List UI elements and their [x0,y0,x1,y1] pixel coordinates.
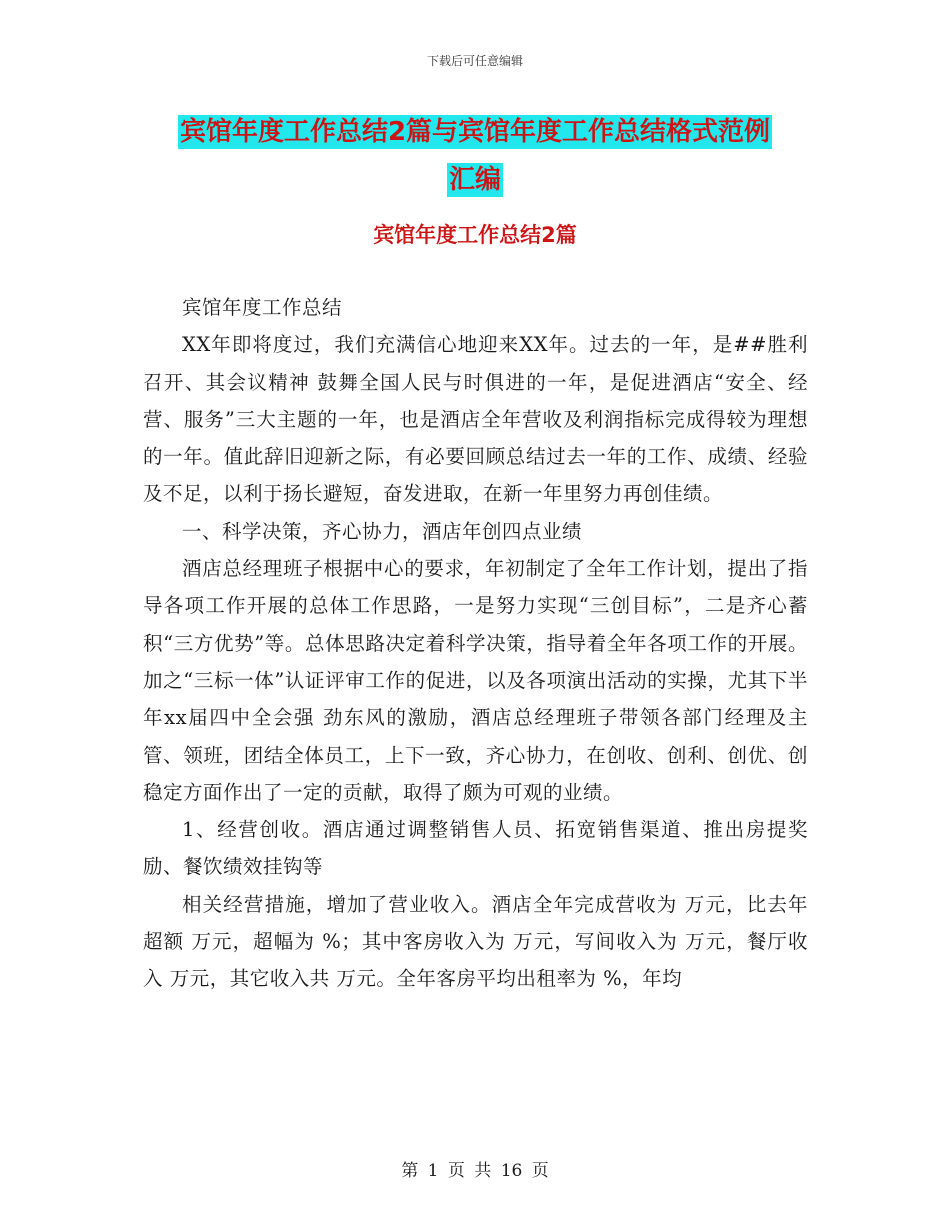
paragraph: 酒店总经理班子根据中心的要求，年初制定了全年工作计划，提出了指导各项工作开展的总体工作思路，一是努力实现“三创目标”，二是齐心蓄积“三方优势”等。总体思路决定着科学决策，指导着全年各项工作的开展。加之“三标一体”认证评审工作的促进，以及各项演出活动的实操，尤其下半年xx届四中全会强 劲东风的激励，酒店总经理班子带领各部门经理及主管、领班，团结全体员工，上下一致，齐心协力，在创收、创利、创优、创稳定方面作出了一定的贡献，取得了颇为可观的业绩。 [143,557,808,804]
document-title [150,108,800,204]
section-title: 宾馆年度工作总结2篇 [373,223,577,247]
paragraph: 相关经营措施，增加了营业收入。酒店全年完成营收为 万元，比去年超额 万元，超幅为 %；其中客房收入为 万元，写间收入为 万元，餐厅收入 万元，其它收入共 万元。全年客房平均出租率为 %，年均 [143,892,808,991]
paragraph: XX年即将度过，我们充满信心地迎来XX年。过去的一年，是##胜利召开、其会议精神 鼓舞全国人民与时俱进的一年，是促进酒店“安全、经营、服务”三大主题的一年，也是酒店全年营收及利润指标完成得较为理想的一年。值此辞旧迎新之际，有必要回顾总结过去一年的工作、成绩、经验及不足，以利于扬长避短，奋发进取，在新一年里努力再创佳绩。 [143,333,808,506]
paragraph: 1、经营创收。酒店通过调整销售人员、拓宽销售渠道、推出房提奖励、餐饮绩效挂钩等 [143,818,808,879]
paragraph-heading: 宾馆年度工作总结 [182,296,343,319]
document-body [143,289,808,998]
title-line-2: 汇编 [448,165,501,195]
page-footer-number: 第 1 页 共 16 页 [401,1161,549,1181]
title-line-1: 宾馆年度工作总结2篇与宾馆年度工作总结格式范例 [179,117,771,147]
page-header-note: 下载后可任意编辑 [426,54,523,68]
paragraph-heading: 一、科学决策，齐心协力，酒店年创四点业绩 [182,519,583,543]
